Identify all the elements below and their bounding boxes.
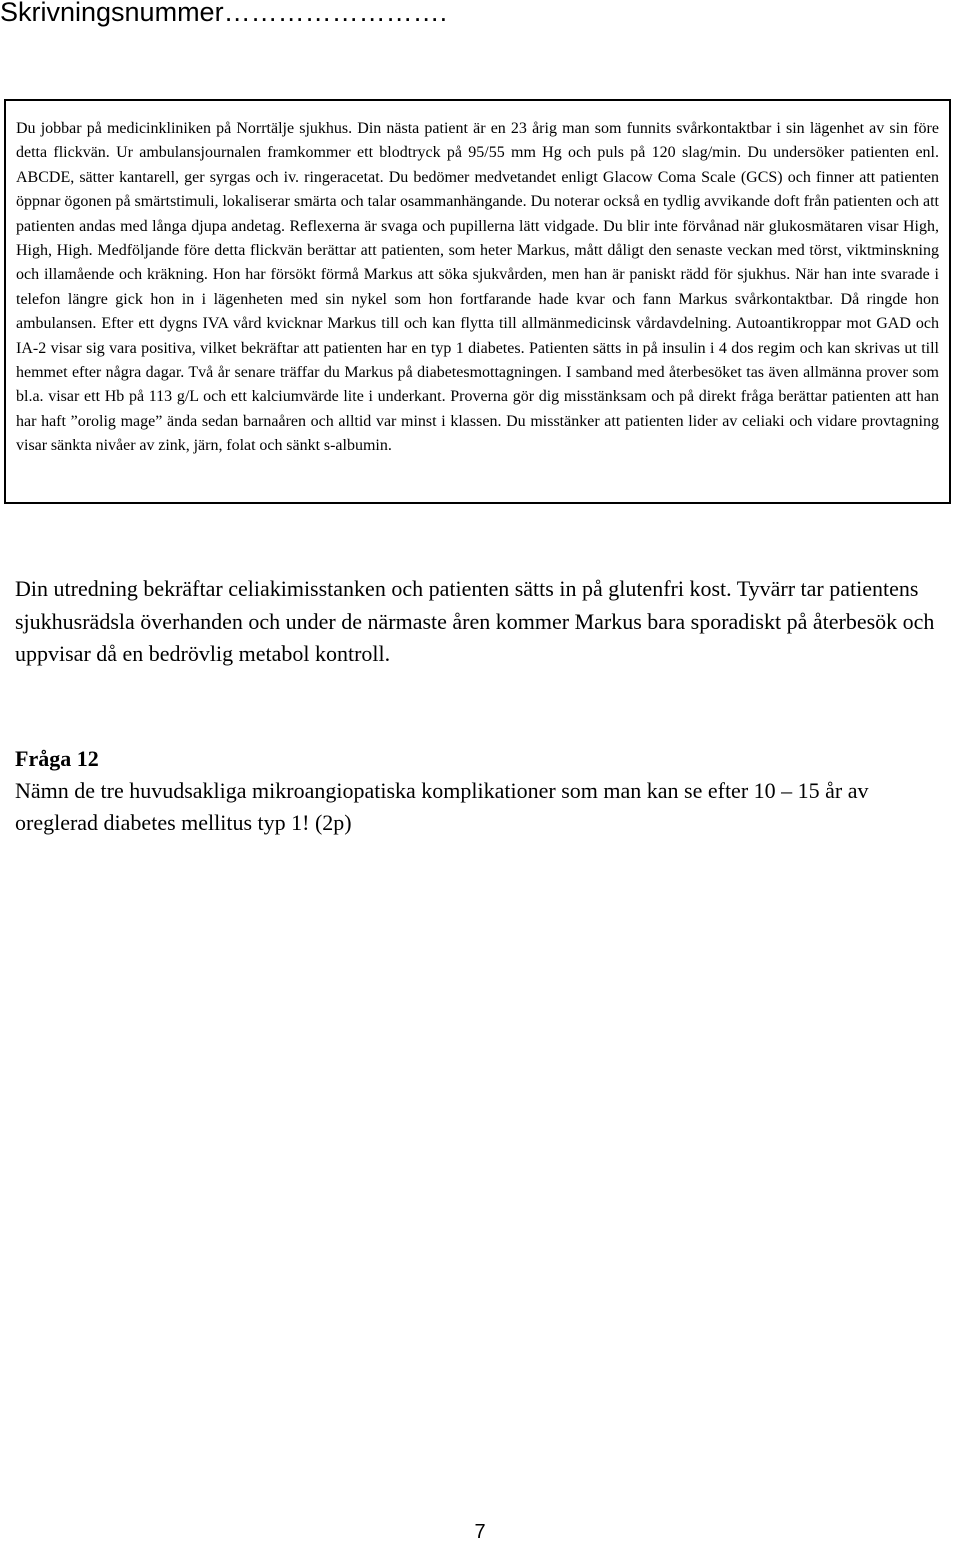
page-number: 7 <box>474 1521 486 1543</box>
question-title: Fråga 12 <box>15 746 99 771</box>
question-text: Nämn de tre huvudsakliga mikroangiopatiska komplikationer som man kan se efter 10 – 15 år av oreglerad diabetes mellitus typ 1! (2p) <box>15 778 869 835</box>
case-description-text: Du jobbar på medicinkliniken på Norrtälje sjukhus. Din nästa patient är en 23 årig man som funnits svårkontaktbar i sin lägenhet av sin före detta flickvän. Ur ambulansjournalen framkommer ett blodtryck på 95/55 mm Hg och puls på 120 slag/min. Du undersöker patienten enl. ABCDE, sätter kantarell, ger syrgas och iv. ringeracetat. Du bedömer medvetandet enligt Glacow Coma Scale (GCS) och finner att patienten öppnar ögonen på smärtstimuli, lokaliserar smärta och talar osammanhängande. Du noterar också en tydlig avvikande doft från patienten och att patienten andas med långa djupa andetag. Reflexerna är svaga och pupillerna lätt vidgade. Du blir inte förvånad när glukosmätaren visar High, High, High. Medföljande före detta flickvän berättar att patienten, som heter Markus, mått dåligt den senaste veckan med törst, viktminskning och illamående och kräkning. Hon har försökt förmå Markus att söka sjukvården, men han är paniskt rädd för sjukhus. När han inte svarade i telefon längre gick hon in i lägenheten med sin nykel som hon fortfarande hade kvar och fann Markus svårkontaktbar. Då ringde hon ambulansen. Efter ett dygns IVA vård kvicknar Markus till och kan flytta till allmänmedicinsk vårdavdelning. Autoantikroppar mot GAD och IA-2 visar sig vara positiva, vilket bekräftar att patienten har en typ 1 diabetes. Patienten sätts in på insulin i 4 dos regim och kan skrivas ut till hemmet efter några dagar. Två år senare träffar du Markus på diabetesmottagningen. I samband med återbesöket tas även allmänna prover som bl.a. visar ett Hb på 113 g/L och ett kalciumvärde lite i underkant. Proverna gör dig misstänksam och på direkt fråga berättar patienten att han har haft ”orolig mage” ända sedan barnaåren och alltid var minst i klassen. Du misstänker att patienten lider av celiaki och vidare provtagning visar sänkta nivåer av zink, järn, folat och sänkt s-albumin. <box>16 120 939 455</box>
followup-paragraph: Din utredning bekräftar celiakimisstanken och patienten sätts in på glutenfri kost. Tyvärr tar patientens sjukhusrädsla överhanden och under de närmaste åren kommer Markus bara sporadiskt på återbesök och uppvisar då en bedrövlig metabol kontroll. <box>15 576 935 666</box>
case-description-box <box>4 99 951 504</box>
exam-number-header: Skrivningsnummer……………………. <box>0 0 448 27</box>
